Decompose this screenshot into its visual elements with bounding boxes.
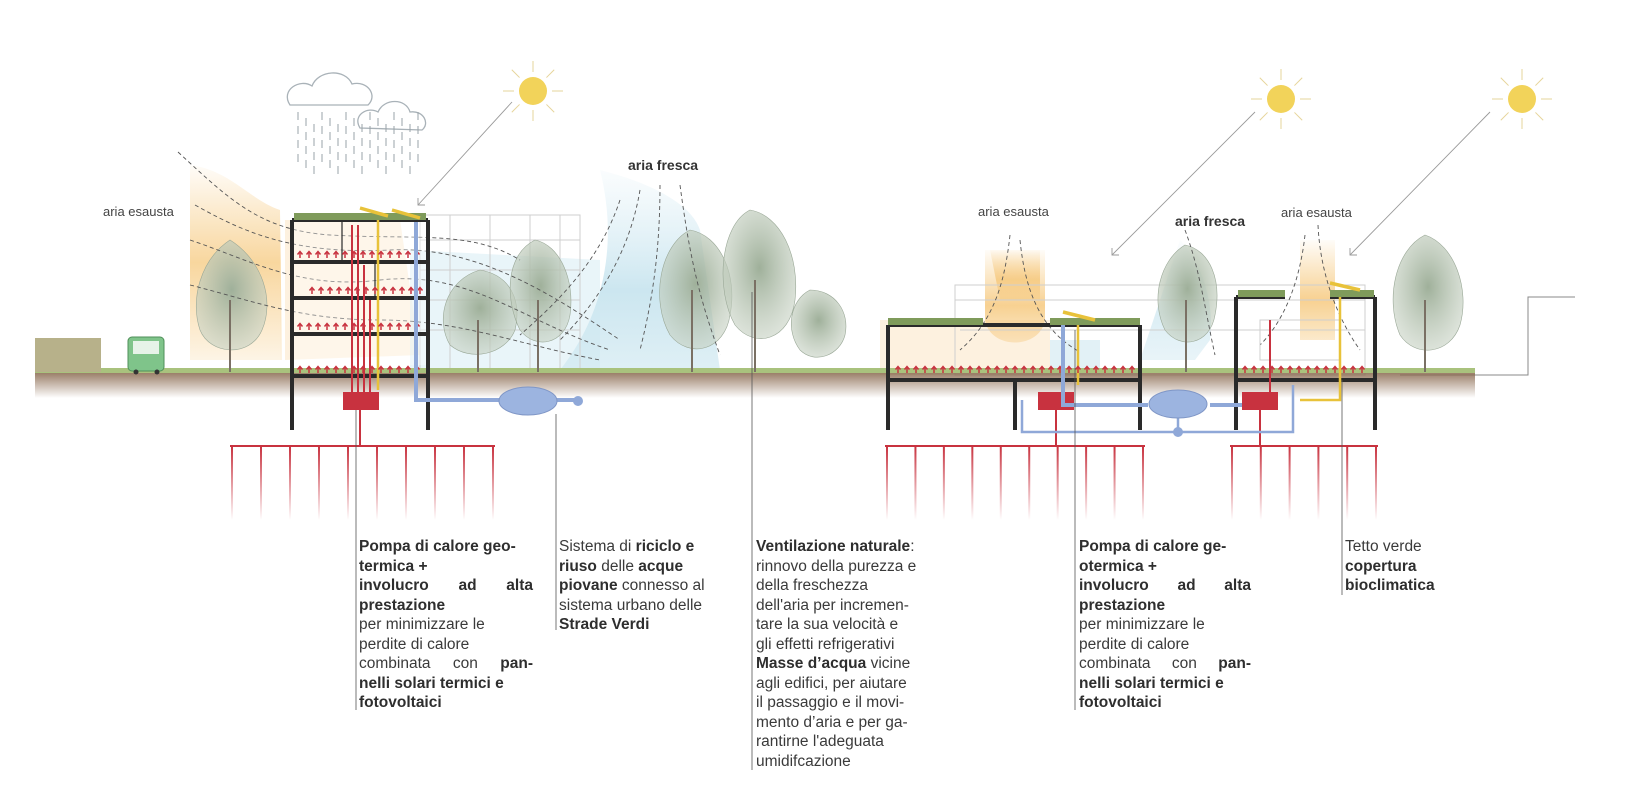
sun-icon [503, 61, 1552, 129]
label-aria-fresca-center: aria fresca [628, 157, 699, 173]
gr-bold2: bioclimatica [1345, 577, 1435, 594]
vent-line9: il passaggio e il movi- [756, 694, 905, 711]
hp-right-line8: nelli solari termici e [1079, 674, 1224, 692]
label-aria-esausta-right: aria esausta [1281, 205, 1352, 220]
hp-left-line3b: ad [458, 577, 477, 594]
label-aria-fresca-right: aria fresca [1175, 213, 1246, 229]
hp-right-line1: Pompa di calore ge- [1079, 538, 1227, 555]
hp-right-line2: otermica + [1079, 557, 1157, 575]
label-aria-esausta-mid: aria esausta [978, 204, 1049, 219]
rw-bold4: piovane [559, 577, 618, 594]
hp-right-line9: fotovoltaici [1079, 694, 1162, 711]
hp-right-line7b: con [1171, 655, 1197, 672]
sun [1251, 69, 1311, 129]
rw-bold5: Strade Verdi [559, 616, 650, 633]
callout-green-roof [1345, 537, 1485, 596]
cloud-icon [287, 73, 425, 130]
callout-heat-pump-left [359, 537, 533, 713]
hp-left-line7a: combinata [359, 655, 431, 672]
vent-line11: rantirne l'adeguata [756, 733, 884, 750]
hp-right-line3b: ad [1177, 577, 1196, 594]
vent-line5: tare la sua velocità e [756, 616, 899, 633]
hp-left-line1: Pompa di calore geo- [359, 538, 516, 555]
sun-ray-arrows [418, 102, 1490, 255]
vent-bold1: Ventilazione naturale [756, 538, 911, 555]
vent-line4: dell'aria per incremen- [756, 596, 909, 614]
hp-left-line9: fotovoltaici [359, 694, 442, 711]
hp-right-line4: prestazione [1079, 596, 1166, 614]
vent-text7: vicine [866, 655, 911, 672]
hp-left-line2: termica + [359, 557, 428, 575]
rw-bold1: riciclo e [635, 538, 695, 555]
hp-right-line7c: pan- [1218, 655, 1251, 672]
water-tank-left [499, 387, 557, 415]
water-tank-right [1149, 390, 1207, 418]
heat-pump-left [343, 392, 379, 410]
hedge [35, 338, 101, 372]
heat-pump-right [1242, 392, 1278, 410]
hp-left-line3a: involucro [359, 577, 429, 594]
rw-text3: connesso al [617, 577, 705, 594]
callout-ventilation [756, 537, 951, 771]
vent-line2: rinnovo della purezza e [756, 557, 917, 575]
hp-right-line7a: combinata [1079, 655, 1151, 672]
vent-line10: mento d’aria e per ga- [756, 713, 908, 731]
hp-right-line3c: alta [1224, 577, 1251, 594]
vent-line6: gli effetti refrigerativi [756, 635, 895, 653]
rw-bold2: riuso [559, 557, 597, 575]
hp-left-line6: perdite di calore [359, 635, 470, 653]
vent-bold2: Masse d’acqua [756, 655, 867, 672]
water-node-right [1173, 427, 1183, 437]
hp-left-line3c: alta [506, 577, 533, 594]
vent-text1: : [910, 538, 915, 555]
hp-right-line5: per minimizzare le [1079, 616, 1205, 633]
label-aria-esausta-left: aria esausta [103, 204, 174, 219]
rw-text4: sistema urbano delle [559, 596, 703, 614]
hp-right-line3a: involucro [1079, 577, 1149, 594]
heat-pump-middle [1038, 392, 1074, 410]
gr-bold1: copertura [1345, 557, 1417, 575]
vent-line3: della freschezza [756, 577, 869, 594]
sun [1492, 69, 1552, 129]
hp-right-line6: perdite di calore [1079, 635, 1190, 653]
rw-bold3: acque [638, 557, 684, 575]
hp-left-line8: nelli solari termici e [359, 674, 504, 692]
callout-rainwater [559, 537, 729, 635]
geothermal-probes [231, 446, 1377, 520]
hp-left-line4: prestazione [359, 596, 446, 614]
hp-left-line7c: pan- [500, 655, 533, 672]
vent-line12: umidifcazione [756, 752, 851, 770]
sun [503, 61, 563, 121]
hp-left-line7b: con [452, 655, 478, 672]
gr-text1: Tetto verde [1345, 538, 1422, 555]
water-node-left [573, 396, 583, 406]
vent-line8: agli edifici, per aiutare [756, 674, 907, 692]
callout-heat-pump-right [1079, 537, 1251, 713]
rw-text1: Sistema di [559, 538, 636, 555]
bus-icon [128, 337, 164, 375]
hp-left-line5: per minimizzare le [359, 616, 485, 633]
rw-text2: delle [596, 557, 639, 575]
